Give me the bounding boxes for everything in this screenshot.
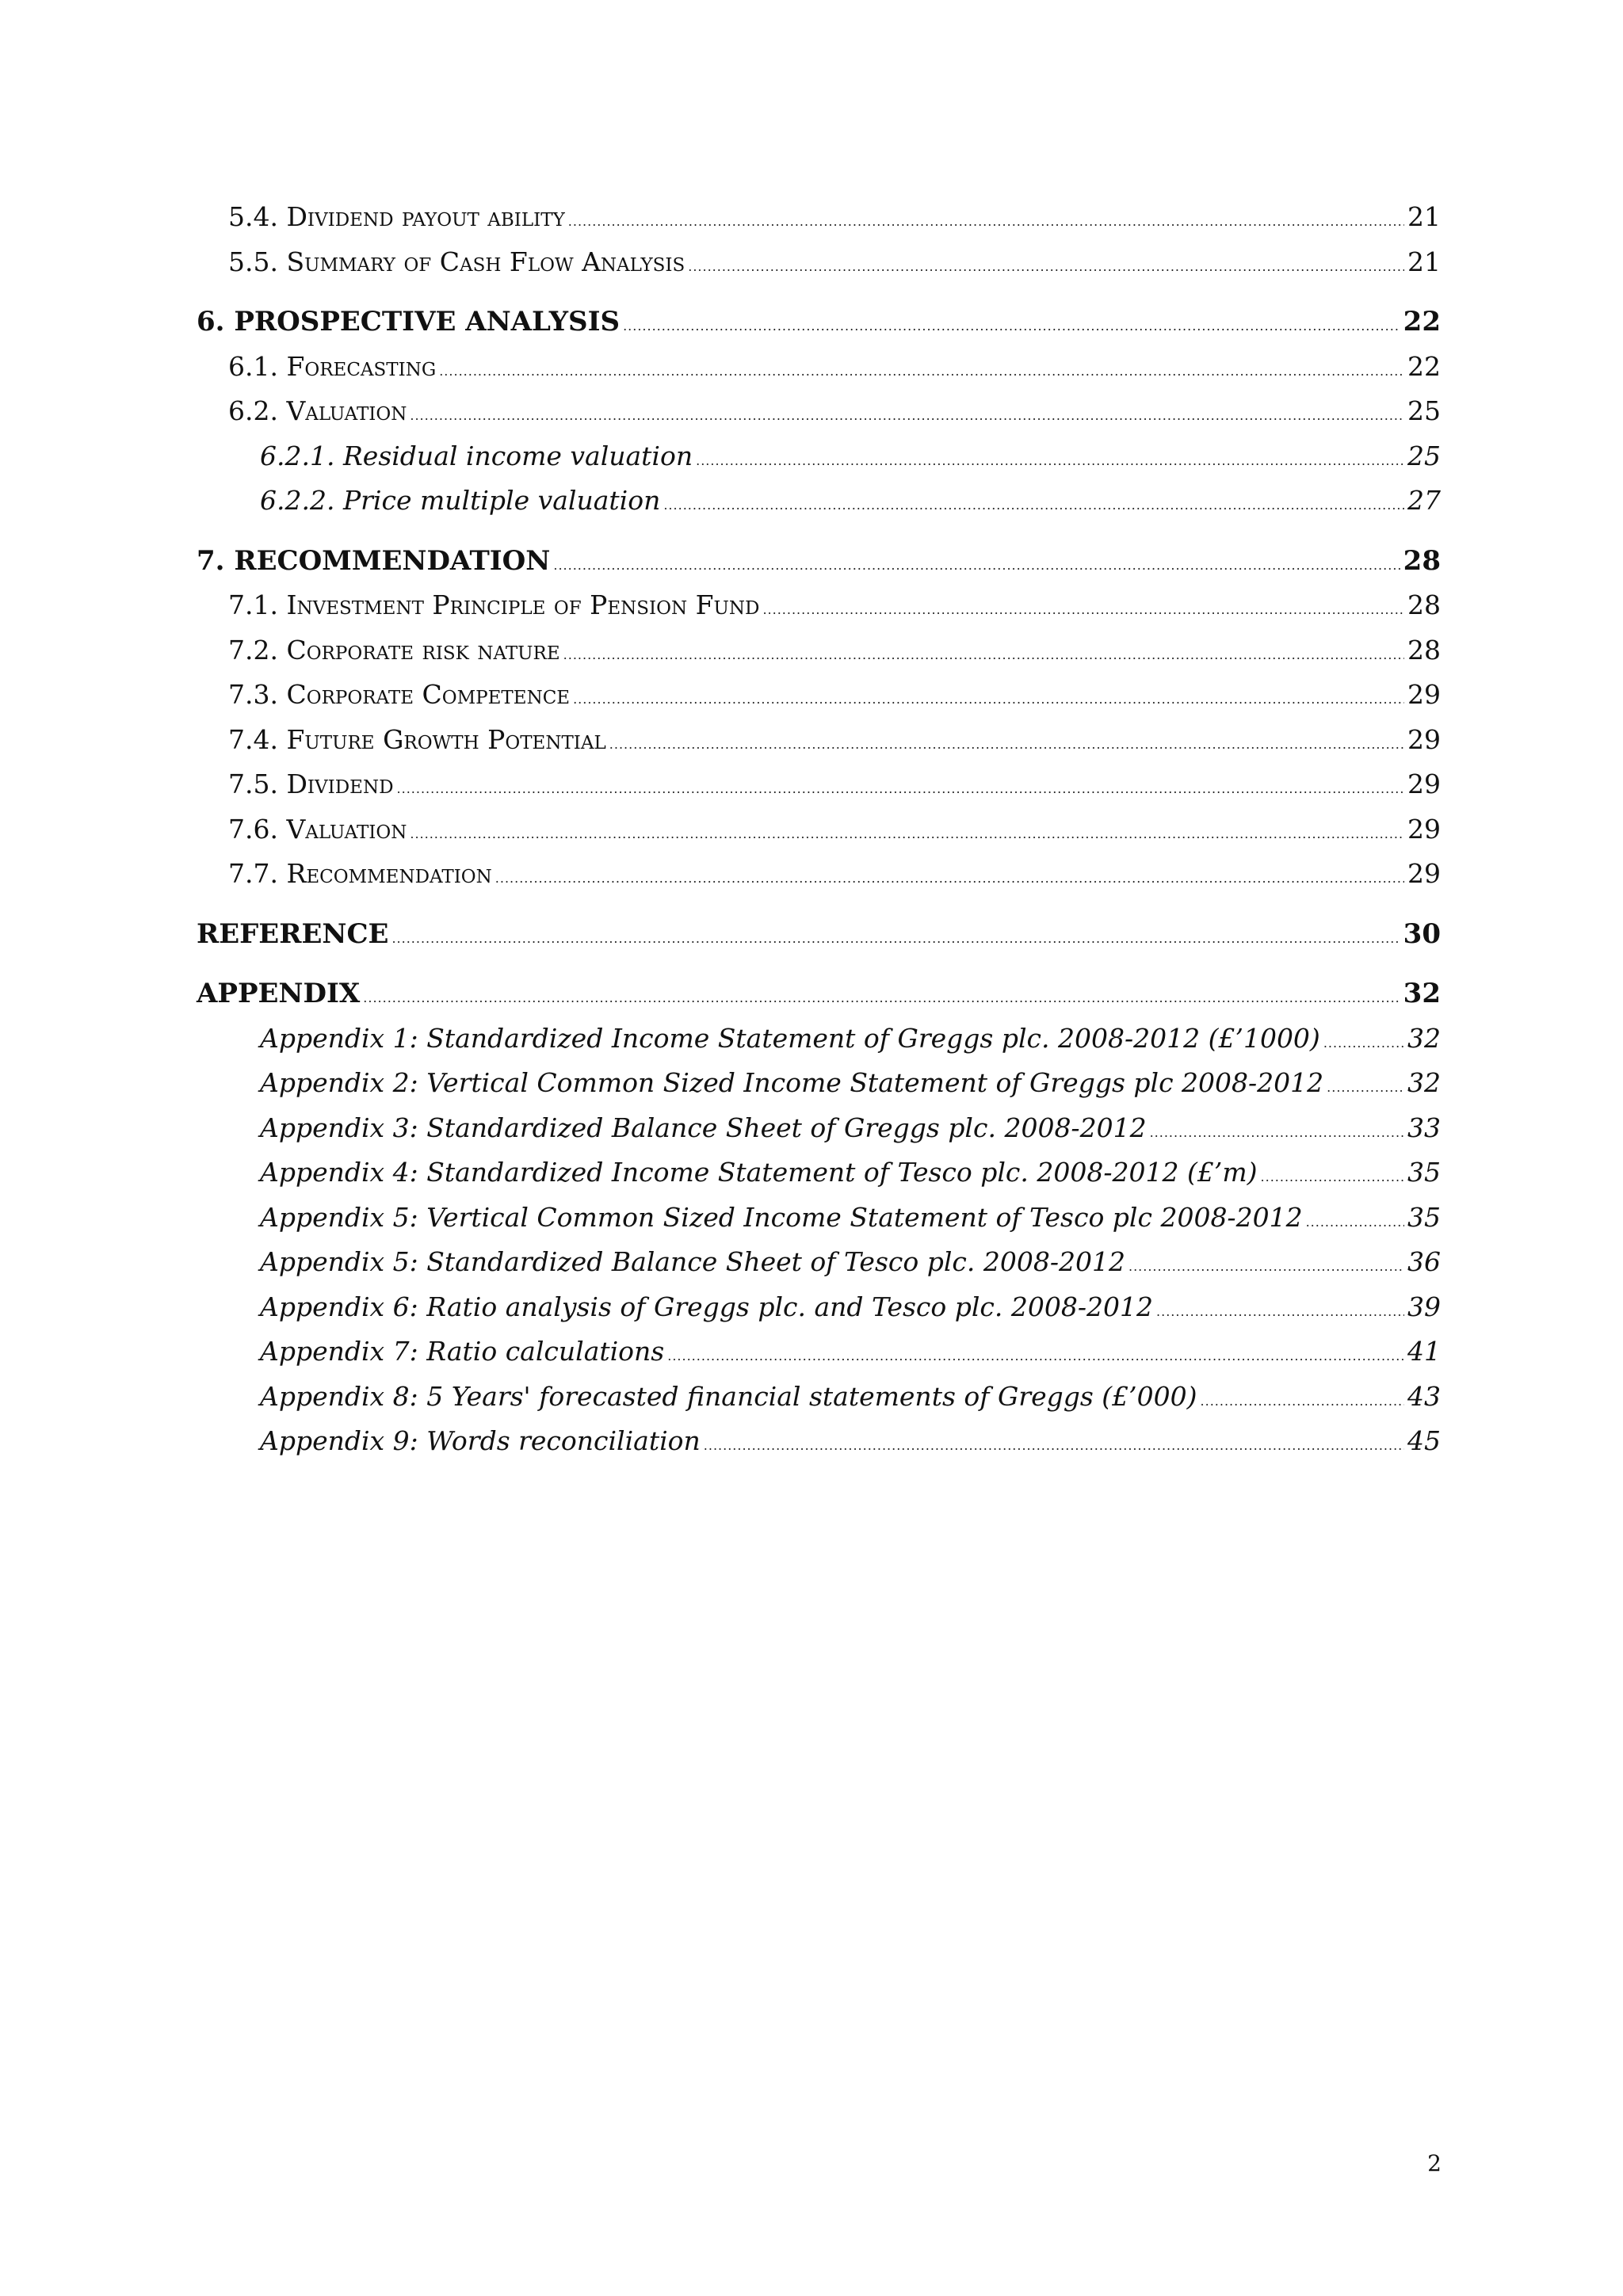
toc-entry-title: APPENDIX — [197, 978, 361, 1009]
toc-entry-page: 32 — [1407, 1067, 1441, 1098]
toc-entry[interactable] — [197, 240, 1441, 285]
toc-entry-page: 35 — [1407, 1201, 1441, 1233]
toc-entry-title: 6.2.1. Residual income valuation — [260, 440, 693, 471]
toc-entry[interactable] — [197, 971, 1441, 1016]
toc-entry[interactable] — [197, 479, 1441, 524]
toc-entry[interactable] — [197, 583, 1441, 628]
toc-entry-page: 25 — [1407, 395, 1441, 426]
toc-entry-page: 21 — [1407, 201, 1441, 232]
toc-entry[interactable] — [197, 345, 1441, 390]
toc-entry-title — [228, 583, 759, 628]
toc-entry-text: Dividend payout ability — [286, 201, 565, 232]
toc-entry-number: 7.5. — [228, 769, 287, 799]
toc-entry[interactable] — [197, 1285, 1441, 1330]
dot-leader — [397, 783, 1404, 795]
dot-leader — [667, 1350, 1404, 1363]
toc-entry-title: Appendix 5: Standardized Balance Sheet of Tesco plc. 2008-2012 — [260, 1246, 1125, 1277]
dot-leader — [391, 933, 1400, 945]
dot-leader — [495, 872, 1404, 885]
toc-entry-page: 22 — [1407, 350, 1441, 382]
dot-leader — [439, 365, 1404, 378]
dot-leader — [1327, 1081, 1404, 1094]
toc-entry-text: Summary of Cash Flow Analysis — [286, 246, 685, 277]
toc-entry-title: Appendix 5: Vertical Common Sized Income Statement of Tesco plc 2008-2012 — [260, 1201, 1303, 1233]
toc-entry-title: REFERENCE — [197, 917, 389, 950]
toc-entry-title — [228, 807, 407, 852]
toc-entry[interactable] — [197, 539, 1441, 584]
toc-entry-page: 28 — [1407, 589, 1441, 620]
toc-entry[interactable] — [197, 718, 1441, 763]
table-of-contents — [197, 195, 1441, 1464]
toc-entry-title — [228, 628, 560, 673]
toc-entry-number: 7.7. — [228, 858, 287, 889]
toc-entry-text: Future Growth Potential — [286, 723, 606, 755]
toc-entry[interactable] — [197, 852, 1441, 897]
toc-entry-page: 22 — [1403, 306, 1441, 338]
toc-entry-title: 6. PROSPECTIVE ANALYSIS — [197, 306, 621, 338]
page-number: 2 — [1427, 2150, 1442, 2176]
toc-entry-title: Appendix 3: Standardized Balance Sheet of Greggs plc. 2008-2012 — [260, 1112, 1147, 1143]
toc-entry-title: 6.2.2. Price multiple valuation — [260, 485, 661, 516]
toc-entry-page: 32 — [1403, 978, 1441, 1009]
toc-entry-title: 7. RECOMMENDATION — [197, 544, 551, 577]
toc-entry-page: 21 — [1407, 246, 1441, 277]
toc-entry-page: 29 — [1407, 679, 1441, 710]
toc-entry[interactable] — [197, 299, 1441, 345]
dot-leader — [1201, 1395, 1404, 1408]
toc-entry-number: 7.6. — [228, 813, 287, 845]
toc-entry-page: 27 — [1407, 485, 1441, 516]
toc-entry-text: Corporate Competence — [286, 679, 571, 710]
toc-entry-page: 29 — [1407, 858, 1441, 889]
toc-entry-number: 6.2. — [228, 395, 287, 426]
dot-leader — [573, 693, 1404, 706]
toc-entry-page: 30 — [1403, 917, 1441, 950]
dot-leader — [410, 828, 1404, 841]
toc-entry[interactable] — [197, 1375, 1441, 1420]
dot-leader — [704, 1440, 1404, 1452]
toc-entry-title — [228, 345, 436, 390]
toc-entry-title: Appendix 8: 5 Years' forecasted financial statements of Greggs (£’000) — [260, 1380, 1197, 1412]
toc-entry-text: Valuation — [286, 813, 407, 845]
dot-leader — [1323, 1037, 1404, 1050]
toc-entry-page: 25 — [1407, 440, 1441, 471]
toc-entry-text: Valuation — [286, 395, 407, 426]
toc-entry-title: Appendix 4: Standardized Income Statement of Tesco plc. 2008-2012 (£’m) — [260, 1157, 1258, 1188]
dot-leader — [696, 455, 1404, 467]
toc-entry-page: 39 — [1407, 1291, 1441, 1322]
toc-entry-page: 41 — [1407, 1336, 1441, 1367]
toc-entry[interactable] — [197, 762, 1441, 807]
dot-leader — [762, 604, 1404, 616]
dot-leader — [563, 649, 1404, 662]
toc-entry-number: 7.1. — [228, 589, 287, 620]
toc-entry-page: 29 — [1407, 723, 1441, 755]
toc-entry[interactable] — [197, 1150, 1441, 1196]
toc-entry[interactable] — [197, 1106, 1441, 1151]
toc-entry-title — [228, 852, 492, 897]
toc-entry-number: 6.1. — [228, 350, 287, 382]
dot-leader — [1261, 1171, 1404, 1184]
toc-entry-page: 29 — [1407, 769, 1441, 799]
toc-entry-text: Dividend — [286, 769, 394, 799]
dot-leader — [623, 320, 1400, 333]
toc-entry-text: Investment Principle of Pension Fund — [286, 589, 760, 620]
toc-entry[interactable] — [197, 434, 1441, 479]
dot-leader — [553, 559, 1400, 572]
toc-entry-page: 28 — [1403, 544, 1441, 577]
toc-entry-title — [228, 195, 565, 240]
toc-entry-page: 32 — [1407, 1022, 1441, 1054]
toc-entry-title: Appendix 1: Standardized Income Statement of Greggs plc. 2008-2012 (£’1000) — [260, 1022, 1320, 1054]
toc-entry[interactable] — [197, 628, 1441, 673]
toc-entry-title — [228, 389, 407, 434]
toc-entry-text: Recommendation — [286, 858, 492, 889]
toc-entry[interactable] — [197, 389, 1441, 434]
toc-entry-title — [228, 673, 570, 718]
toc-entry-number: 7.3. — [228, 679, 287, 710]
dot-leader — [1128, 1261, 1404, 1273]
dot-leader — [1150, 1127, 1404, 1139]
toc-entry[interactable] — [197, 1061, 1441, 1106]
toc-entry-title — [228, 762, 394, 807]
toc-entry[interactable] — [197, 807, 1441, 852]
toc-entry-title: Appendix 2: Vertical Common Sized Income Statement of Greggs plc 2008-2012 — [260, 1067, 1324, 1098]
dot-leader — [609, 738, 1404, 751]
toc-entry[interactable] — [197, 1196, 1441, 1241]
toc-entry[interactable] — [197, 1329, 1441, 1375]
toc-entry-number: 5.5. — [228, 246, 287, 277]
dot-leader — [688, 261, 1404, 273]
dot-leader — [410, 410, 1404, 422]
toc-entry[interactable] — [197, 1016, 1441, 1062]
toc-entry-page: 36 — [1407, 1246, 1441, 1277]
toc-entry-page: 35 — [1407, 1157, 1441, 1188]
toc-entry-page: 45 — [1407, 1425, 1441, 1456]
toc-entry[interactable] — [197, 1419, 1441, 1464]
dot-leader — [1306, 1216, 1404, 1229]
toc-entry-number: 7.2. — [228, 634, 287, 666]
toc-entry-title — [228, 240, 685, 285]
toc-entry-page: 29 — [1407, 813, 1441, 845]
dot-leader — [363, 992, 1400, 1005]
dot-leader — [663, 499, 1404, 512]
toc-entry-page: 28 — [1407, 634, 1441, 666]
toc-entry-title: Appendix 7: Ratio calculations — [260, 1336, 665, 1367]
dot-leader — [1156, 1306, 1404, 1318]
toc-entry[interactable] — [197, 673, 1441, 718]
toc-entry-number: 7.4. — [228, 723, 287, 755]
toc-entry[interactable] — [197, 195, 1441, 240]
toc-entry-text: Forecasting — [286, 350, 437, 382]
toc-entry-title: Appendix 6: Ratio analysis of Greggs plc. and Tesco plc. 2008-2012 — [260, 1291, 1154, 1322]
toc-entry-page: 33 — [1407, 1112, 1441, 1143]
toc-entry-page: 43 — [1407, 1380, 1441, 1412]
dot-leader — [568, 215, 1404, 228]
toc-entry[interactable] — [197, 1240, 1441, 1285]
toc-entry-title — [228, 718, 606, 763]
toc-entry-text: Corporate risk nature — [286, 634, 560, 666]
toc-entry[interactable] — [197, 912, 1441, 957]
toc-entry-number: 5.4. — [228, 201, 287, 232]
toc-entry-title: Appendix 9: Words reconciliation — [260, 1425, 701, 1456]
